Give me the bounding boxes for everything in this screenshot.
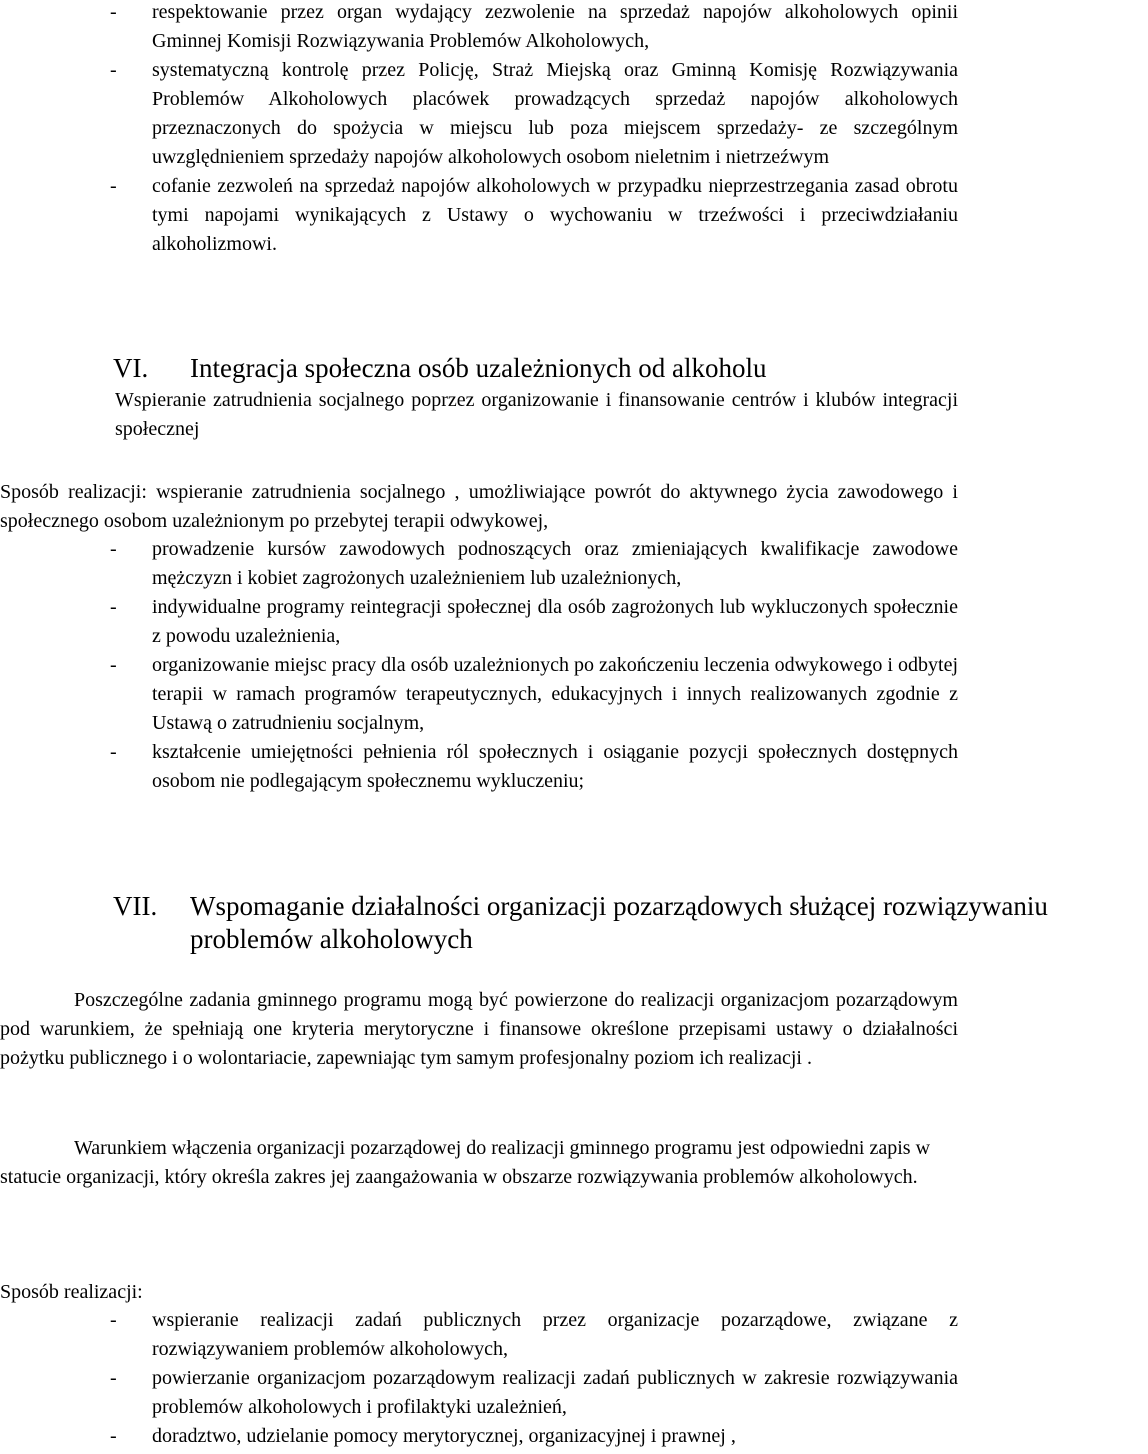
section-lead [0,386,958,444]
list-item [0,1422,958,1451]
list-dash: - [110,654,117,676]
list-item-text: indywidualne programy reintegracji społecznej dla osób zagrożonych lub wykluczonych społecznie z powodu uzależnienia, [152,596,958,647]
ngo-support-list [0,1306,958,1451]
list-item [0,651,958,738]
integration-list [0,535,958,796]
list-item [0,738,958,796]
section-number: VI. [113,353,149,383]
section-title-text: Wspomaganie działalności organizacji pozarządowych służącej rozwiązywaniu problemów alkoholowych [190,891,1048,954]
section-heading [0,352,958,385]
list-item-text: respektowanie przez organ wydający zezwolenie na sprzedaż napojów alkoholowych opinii Gminnej Komisji Rozwiązywania Problemów Alkoholowych, [152,1,958,52]
paragraph-text: Warunkiem włączenia organizacji pozarządowej do realizacji gminnego programu jest odpowiedni zapis w statucie organizacji, który określa zakres jej zaangażowania w obszarze rozwiązywania problemów alkoholowych. [0,1137,931,1188]
list-item-text: powierzanie organizacjom pozarządowym realizacji zadań publicznych w zakresie rozwiązywania problemów alkoholowych i profilaktyki uzależnień, [152,1367,958,1418]
list-dash: - [110,1367,117,1389]
list-dash: - [110,1425,117,1447]
organizations-paragraph [0,986,958,1073]
method-paragraph [0,478,958,536]
section-number: VII. [113,891,158,921]
list-item-text: systematyczną kontrolę przez Policję, Straż Miejską oraz Gminną Komisję Rozwiązywania Problemów Alkoholowych placówek prowadzących sprzedaż napojów alkoholowych przeznaczonych do spożycia w miejscu lub poza miejscem sprzedaży- ze szczególnym uwzględnieniem sprzedaży napojów alkoholowych osobom nieletnim i nietrzeźwym [152,59,958,168]
list-dash: - [110,741,117,763]
list-item [0,535,958,593]
list-item [0,1364,958,1422]
list-item-text: wspieranie realizacji zadań publicznych przez organizacje pozarządowe, związane z rozwiązywaniem problemów alkoholowych, [152,1309,958,1360]
section-lead-text: Wspieranie zatrudnienia socjalnego poprzez organizowanie i finansowanie centrów i klubów integracji społecznej [115,389,958,440]
method-label [0,1278,400,1307]
list-item [0,593,958,651]
list-dash: - [110,596,117,618]
list-dash: - [110,1,117,23]
list-dash: - [110,1309,117,1331]
list-item [0,1306,958,1364]
method-label-text: Sposób realizacji: [0,1281,143,1303]
enforcement-list [0,0,958,259]
list-dash: - [110,175,117,197]
list-item-text: cofanie zezwoleń na sprzedaż napojów alkoholowych w przypadku nieprzestrzegania zasad obrotu tymi napojami wynikających z Ustawy o wychowaniu w trzeźwości i przeciwdziałaniu alkoholizmowi. [152,175,958,255]
list-item [0,56,958,172]
list-dash: - [110,59,117,81]
section-heading [0,890,1148,956]
list-item-text: organizowanie miejsc pracy dla osób uzależnionych po zakończeniu leczenia odwykowego i odbytej terapii w ramach programów terapeutycznych, edukacyjnych i innych realizowanych zgodnie z Ustawą o zatrudnieniu socjalnym, [152,654,958,734]
list-item-text: kształcenie umiejętności pełnienia ról społecznych i osiąganie pozycji społecznych dostępnych osobom nie podlegającym społecznemu wykluczeniu; [152,741,958,792]
method-text: Sposób realizacji: wspieranie zatrudnienia socjalnego , umożliwiające powrót do aktywnego życia zawodowego i społecznego osobom uzależnionym po przebytej terapii odwykowej, [0,481,958,532]
list-item-text: doradztwo, udzielanie pomocy merytorycznej, organizacyjnej i prawnej , [152,1425,736,1447]
list-item [0,172,958,259]
condition-paragraph [0,1134,958,1192]
section-title-text: Integracja społeczna osób uzależnionych od alkoholu [190,353,767,383]
list-item [0,0,958,56]
paragraph-text: Poszczególne zadania gminnego programu mogą być powierzone do realizacji organizacjom pozarządowym pod warunkiem, że spełniają one kryteria merytoryczne i finansowe określone przepisami ustawy o działalności pożytku publicznego i o wolontariacie, zapewniając tym samym profesjonalny poziom ich realizacji . [0,989,958,1069]
list-dash: - [110,538,117,560]
list-item-text: prowadzenie kursów zawodowych podnoszących oraz zmieniających kwalifikacje zawodowe mężczyzn i kobiet zagrożonych uzależnieniem lub uzależnionych, [152,538,958,589]
